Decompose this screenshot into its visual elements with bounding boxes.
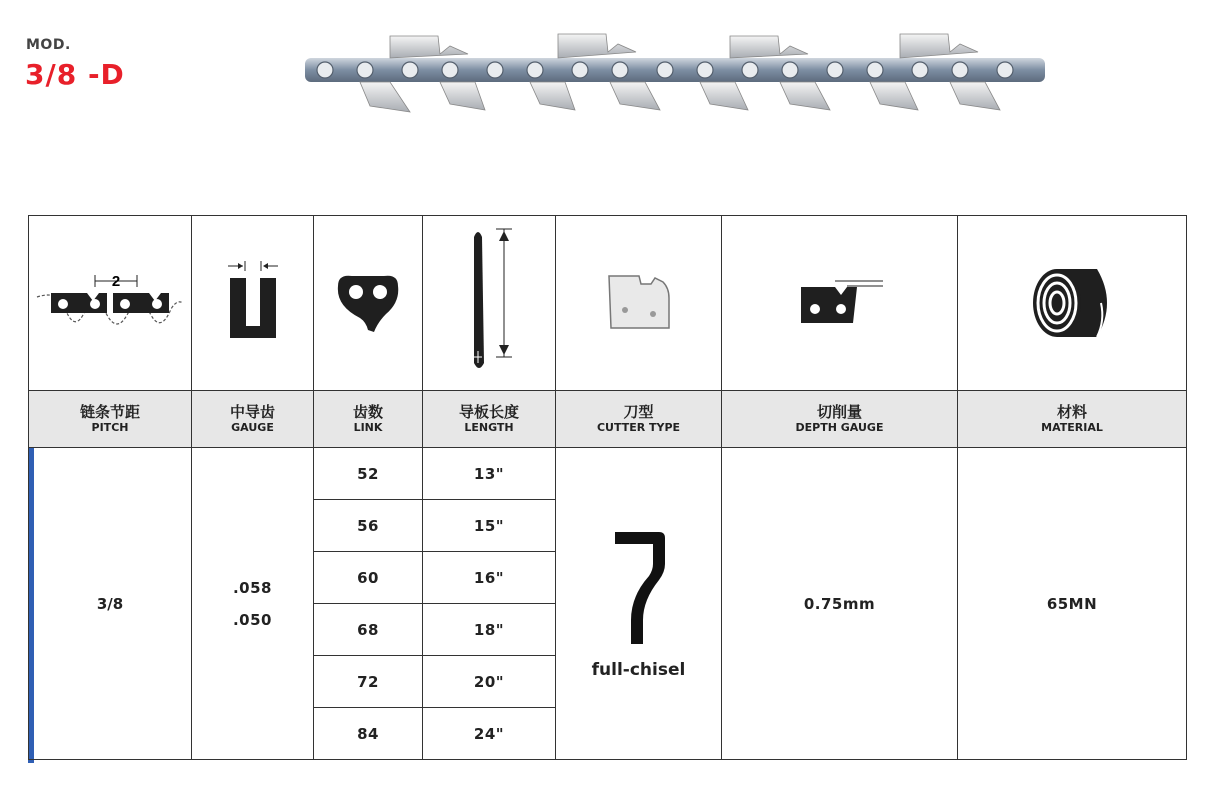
material-icon-cell: [958, 216, 1187, 391]
link-value: [314, 500, 423, 552]
header-material-en: MATERIAL: [1041, 421, 1103, 434]
cutter-icon-cell: [556, 216, 722, 391]
depth-gauge-value-cell: [722, 448, 958, 760]
link-number: 52: [357, 465, 379, 483]
mod-label: MOD.: [26, 37, 71, 53]
header-depth-gauge: [722, 391, 958, 448]
link-value: [314, 448, 423, 500]
link-number: 68: [357, 621, 379, 639]
pitch-dimension: 2: [111, 273, 121, 290]
length-number: 18": [473, 621, 505, 639]
header-cutter-type-en: CUTTER TYPE: [596, 421, 681, 434]
model-title: 3/8 -D: [25, 58, 125, 91]
gauge-value-cell: [192, 448, 314, 760]
header-material: [958, 391, 1187, 448]
gauge-value: .058: [232, 578, 272, 597]
header-gauge: [192, 391, 314, 448]
chain-product-image: [300, 26, 1050, 122]
length-icon-cell: [423, 216, 556, 391]
depth-gauge-icon-cell: [722, 216, 958, 391]
length-number: 16": [473, 569, 505, 587]
cutter-icon: [599, 268, 679, 338]
pitch-value: 3/8: [96, 595, 124, 613]
length-number: 20": [473, 673, 505, 691]
link-value: [314, 708, 423, 760]
header-gauge-en: GAUGE: [231, 421, 274, 434]
pitch-value-cell: [29, 448, 192, 760]
header-length: [423, 391, 556, 448]
length-value: [423, 708, 556, 760]
material-coil-icon: [1027, 263, 1117, 343]
header-link-en: LINK: [353, 421, 383, 434]
cutter-type-cell: [556, 448, 722, 760]
header-length-cn: 导板长度: [458, 403, 519, 421]
link-value: [314, 656, 423, 708]
material-value-cell: [958, 448, 1187, 760]
header-length-en: LENGTH: [464, 421, 514, 434]
gauge-icon: [218, 258, 288, 348]
chain-pitch-icon: [35, 263, 185, 343]
length-number: 15": [473, 517, 505, 535]
depth-gauge-icon: [795, 273, 885, 333]
full-chisel-icon: [609, 528, 669, 648]
length-value: [423, 552, 556, 604]
link-icon: [328, 268, 408, 338]
header-pitch: [29, 391, 192, 448]
pitch-icon-cell: [29, 216, 192, 391]
header-material-cn: 材料: [1056, 403, 1087, 421]
gauge-value: .050: [232, 610, 272, 629]
header-cutter-type-cn: 刀型: [623, 403, 654, 421]
length-value: [423, 448, 556, 500]
link-number: 72: [357, 673, 379, 691]
link-icon-cell: [314, 216, 423, 391]
header-link: [314, 391, 423, 448]
link-number: 60: [357, 569, 379, 587]
length-number: 13": [473, 465, 505, 483]
link-value: [314, 604, 423, 656]
header-gauge-cn: 中导齿: [229, 403, 275, 421]
guide-bar-icon: [454, 223, 524, 383]
header-cutter-type: [556, 391, 722, 448]
length-number: 24": [473, 725, 505, 743]
link-number: 84: [357, 725, 379, 743]
link-number: 56: [357, 517, 379, 535]
spec-table: [28, 215, 1186, 763]
header-link-cn: 齿数: [352, 403, 383, 421]
length-value: [423, 500, 556, 552]
length-value: [423, 604, 556, 656]
link-value: [314, 552, 423, 604]
header-depth-gauge-en: DEPTH GAUGE: [795, 421, 884, 434]
cutter-type-label: full-chisel: [591, 659, 686, 680]
header-pitch-en: PITCH: [91, 421, 129, 434]
header-pitch-cn: 链条节距: [79, 403, 140, 421]
length-value: [423, 656, 556, 708]
material-value: 65MN: [1046, 595, 1098, 613]
depth-gauge-value: 0.75mm: [803, 595, 876, 613]
header-depth-gauge-cn: 切削量: [816, 403, 862, 421]
gauge-icon-cell: [192, 216, 314, 391]
